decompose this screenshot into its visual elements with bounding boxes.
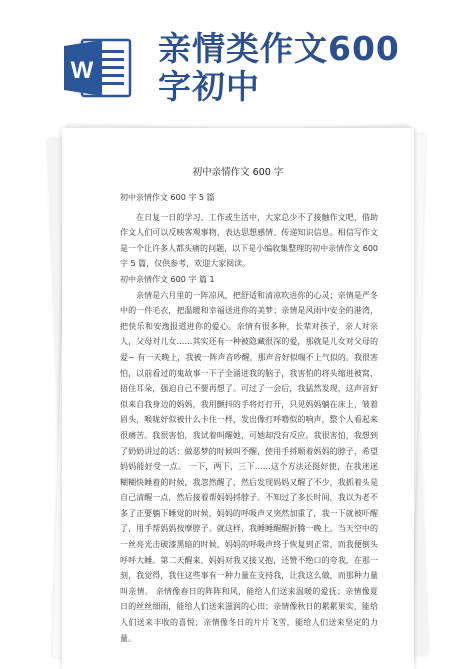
banner-title-line1: 亲情类作文600 [158, 29, 400, 68]
svg-text:W: W [70, 57, 94, 84]
document-page [62, 128, 414, 669]
essay-title: 初中亲情作文 600 字 篇 1 [120, 274, 215, 284]
intro-paragraph: 在日复一日的学习、工作或生活中，大家总少不了接触作文吧，借助作文人们可以反映客观事物、表达思想感情、传递知识信息。相信写作文是一个让许多人都头痛的问题，以下是小编收集整理的初中亲情作文 600 字 5 篇，仅供参考，欢迎大家阅读。 [120, 212, 378, 269]
essay-paragraph: 亲情是六月里的一阵凉风，把舒适和清凉吹进你的心灵；亲情是严冬中的一件毛衣，把温暖和幸福送进你的美梦；亲情是风雨中安全的港湾，把快乐和安逸报道进你的爱心。亲情有很多种，长辈对孩子，亲人对亲人，父母对儿女……其实还有一种被隐藏很深的爱，那就是儿女对父母的爱~ 有一天晚上，我被一阵声音吵醒，那声音好似喘不上气似的。我很害怕，以前看过的鬼故事一下子全涌进我的脑子，我害怕的将头缩进被窝，捂住耳朵，强迫自己不要再想了。可过了一会后，我猛然发现，这声音好似来自我身边的妈妈，我用颤抖的手将灯打开，只见妈妈躺在床上，皱着眉头，喉咙好似被什么卡住一样，发出像打呼噜似的响声，整个人看起来很痛苦。我很害怕，我试着叫醒她，可她却没有反应。我很害怕，我想到了奶奶讲过的话：做恶梦的时候叫不醒，使用手捋顺着妈妈的脖子，希望妈妈能好受一点。 一下，两下，三下……这个方法还挺好使，在我迷迷糊糊快睡着的时候，我忽然醒了，然后发现妈妈又醒了不少，我抓着头是自己清醒一点，然后接着帮妈妈捋脖子。不知过了多长时间，我以为老不多了正要躺下睡觉的时候，妈妈的呼吸声又突然加重了，我一下就被吓醒了，用手帮妈妈按摩脖子。就这样，我睡睡醒醒折腾一晚上。当天空中的一丝亮光击破漆黑暗的时候，妈妈的呼吸声终于恢复到正常，而我便倒头呼呼大睡。第二天醒来，妈妈对我又接又抱，还赞不绝口的夸我，在那一刻，我觉得，我住这些事有一种力量在支持我，让我这么做，而那种力量叫亲情。 亲情像春日的阵阵和风，能给人们送来温暖的爱抚；亲情像夏日的丝丝细雨，能给人们送来滋润的心田；亲情像秋日的累累果实，能给人们送来丰收的喜悦；亲情像冬日的片片飞雪，能给人们送来坚定的力量。 [120, 290, 378, 643]
collection-title: 初中亲情作文 600 字 5 篇 [120, 193, 215, 202]
document-content [120, 190, 378, 646]
banner-title [158, 30, 458, 106]
word-document-icon [62, 36, 132, 100]
page-heading: 初中亲情作文 600 字 [192, 167, 284, 178]
banner [0, 0, 474, 130]
banner-title-line2: 字初中 [158, 67, 260, 106]
